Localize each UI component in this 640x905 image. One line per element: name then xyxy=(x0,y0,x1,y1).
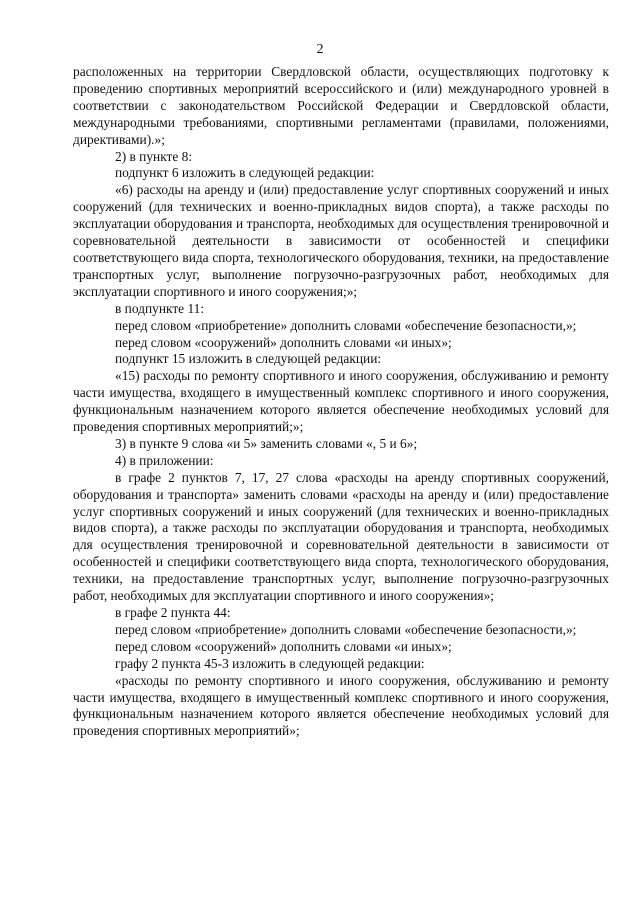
paragraph: «расходы по ремонту спортивного и иного сооружения, обслуживанию и ремонту части имущества, входящего в имущественный комплекс спортивного и иного сооружения, функциональным назначением которого является обеспечение необходимых условий для проведения спортивных мероприятий»; xyxy=(73,672,609,739)
paragraph: «6) расходы на аренду и (или) предоставление услуг спортивных сооружений и иных сооружений (для технических и военно-прикладных видов спорта), а также расходы по эксплуатации оборудования и транспорта, необходимых для осуществления тренировочной и соревновательной деятельности в зависимости от особенностей и специфики соответствующего вида спорта, технологического оборудования, техники, на предоставление транспортных услуг, выполнение погрузочно-разгрузочных работ, необходимых для эксплуатации спортивного и иного сооружения;»; xyxy=(73,182,609,299)
paragraph: в графе 2 пунктов 7, 17, 27 слова «расходы на аренду спортивных сооружений, оборудования и транспорта» заменить словами «расходы на аренду и (или) предоставление услуг спортивных сооружений и иных сооружений (для технических и военно-прикладных видов спорта), а также расходы по эксплуатации оборудования и транспорта, необходимых для осуществления тренировочной и соревновательной деятельности в зависимости от особенностей и специфики соответствующего вида спорта, технологического оборудования, техники, на предоставление транспортных услуг, выполнение погрузочно-разгрузочных работ, необходимых для эксплуатации спортивного и иного сооружения»; xyxy=(73,469,609,604)
paragraph: в графе 2 пункта 44: xyxy=(115,605,231,620)
page-number: 2 xyxy=(316,42,324,57)
paragraph: перед словом «сооружений» дополнить словами «и иных»; xyxy=(115,638,452,654)
paragraph: перед словом «приобретение» дополнить словами «обеспечение безопасности,»; xyxy=(115,317,577,333)
paragraph: 2) в пункте 8: xyxy=(115,148,193,164)
document-body xyxy=(73,64,609,740)
paragraph: подпункт 15 изложить в следующей редакции: xyxy=(115,351,382,367)
paragraph: перед словом «сооружений» дополнить словами «и иных»; xyxy=(115,334,452,350)
paragraph: «15) расходы по ремонту спортивного и иного сооружения, обслуживанию и ремонту части имущества, входящего в имущественный комплекс спортивного и иного сооружения, функциональным назначением которого является обеспечение необходимых условий для проведения спортивных мероприятий;»; xyxy=(73,368,609,435)
paragraph: 4) в приложении: xyxy=(115,452,214,468)
paragraph: в подпункте 11: xyxy=(115,300,205,316)
paragraph: перед словом «приобретение» дополнить словами «обеспечение безопасности,»; xyxy=(115,621,577,637)
paragraph: подпункт 6 изложить в следующей редакции: xyxy=(115,165,375,181)
paragraph: графу 2 пункта 45-3 изложить в следующей редакции: xyxy=(115,655,425,671)
paragraph: расположенных на территории Свердловской области, осуществляющих подготовку к проведению спортивных мероприятий всероссийского и (или) международного уровней в соответствии с законодательством Российской Федерации и Свердловской области, международными требованиями, спортивными регламентами (правилами, положениями, директивами).»; xyxy=(73,64,609,147)
paragraph: 3) в пункте 9 слова «и 5» заменить словами «, 5 и 6»; xyxy=(115,435,418,451)
